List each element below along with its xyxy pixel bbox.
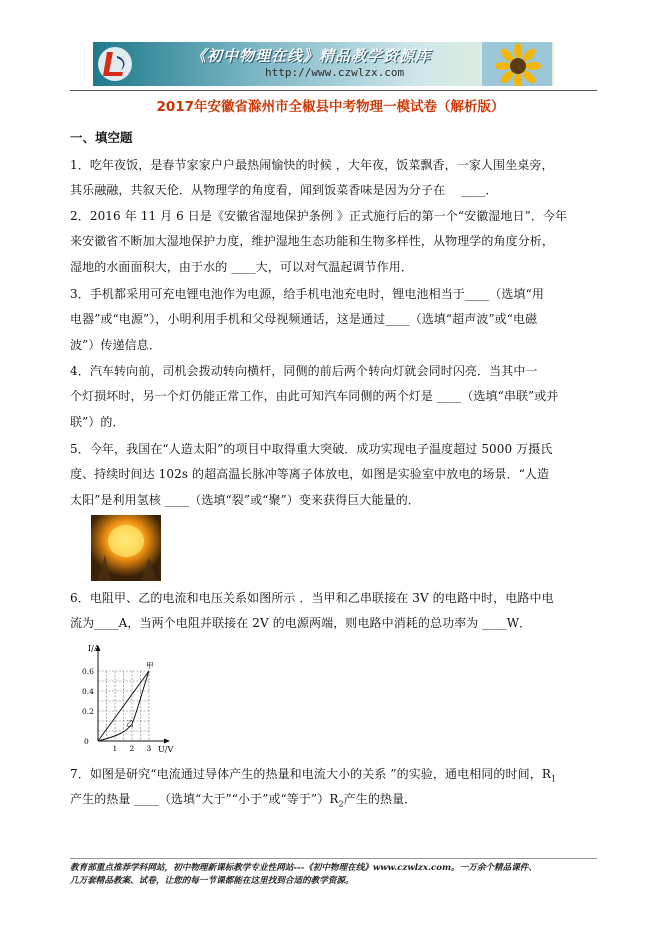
question-line: 个灯损坏时，另一个灯仍能正常工作，由此可知汽车同侧的两个灯是 ____（选填“串联”或并 [70, 389, 559, 403]
question-line: 4．汽车转向前，司机会拨动转向横杆，同侧的前后两个转向灯就会同时闪亮．当其中一 [70, 364, 538, 378]
question-text: 产生的热量 ____（选填“大于”“小于”或“等于”）R [70, 792, 339, 806]
footer-divider [70, 858, 597, 859]
question-line: 联”）的． [70, 415, 125, 429]
y-tick-label: 0.4 [82, 687, 94, 696]
footer-line: 教育部重点推荐学科网站，初中物理新课标教学专业性网站---《初中物理在线》www.czwlzx.com。一万余个精品课件、 [70, 863, 537, 873]
sunflower-icon [482, 42, 552, 86]
y-tick-label: 0.2 [82, 707, 94, 716]
series-yi-label: 乙 [126, 719, 134, 728]
question-line: 度、持续时间达 102s 的超高温长脉冲等离子体放电，如图是实验室中放电的场景．“人造 [70, 467, 550, 481]
question-line: 湿地的水面面积大，由于水的 ____大，可以对气温起调节作用． [70, 260, 413, 274]
section-heading: 一、填空题 [70, 130, 133, 145]
question-line: 来安徽省不断加大湿地保护力度，维护湿地生态功能和生物多样性，从物理学的角度分析， [70, 234, 555, 248]
banner-url: http://www.czwlzx.com [265, 66, 405, 79]
header-divider [70, 90, 597, 91]
banner-title: 《初中物理在线》精品教学资源库 [191, 47, 432, 65]
document-title: 2017年安徽省滁州市全椒县中考物理一模试卷（解析版） [156, 99, 505, 115]
header-banner [93, 42, 554, 86]
origin-label: 0 [84, 737, 89, 746]
page-footer [70, 862, 537, 888]
y-axis-label: I/A [88, 644, 100, 653]
x-axis-label: U/V [158, 745, 174, 754]
x-tick-label: 1 [112, 744, 118, 753]
question-line: 电器”或“电源”），小明利用手机和父母视频通话，这是通过____（选填“超声波”或“电磁 [70, 312, 538, 326]
question-text: 产生的热量． [343, 792, 417, 806]
question-line: 其乐融融，共叙天伦．从物理学的角度看，闻到饭菜香味是因为分子在 ____． [70, 183, 498, 197]
site-logo-icon [97, 46, 133, 82]
question-line [70, 790, 416, 808]
question-line: 5．今年，我国在“人造太阳”的项目中取得重大突破．成功实现电子温度超过 5000 万摄氏 [70, 442, 553, 456]
series-jia-label: 甲 [146, 661, 154, 670]
footer-line: 几万套精品教案、试卷，让您的每一节课都能在这里找到合适的教学资源。 [70, 876, 354, 886]
question-line: 1．吃年夜饭，是春节家家户户最热闹愉快的时候 ，大年夜，饭菜飘香，一家人围坐桌旁， [70, 158, 554, 172]
question-line: 太阳”是利用氢核 ____（选填“裂”或“聚”）变来获得巨大能量的． [70, 493, 420, 507]
question-text: 7．如图是研究“电流通过导体产生的热量和电流大小的关系 ”的实验，通电相同的时间，R [70, 767, 551, 781]
question-line: 波”）传递信息． [70, 338, 161, 352]
question-line: 2．2016 年 11 月 6 日是《安徽省湿地保护条例 》正式施行后的第一个“安徽湿地日”．今年 [70, 209, 568, 223]
question-line: 3．手机都采用可充电锂电池作为电源，给手机电池充电时，锂电池相当于____（选填“用 [70, 287, 544, 301]
x-tick-label: 3 [146, 744, 152, 753]
question-line: 流为____A，当两个电阻并联接在 2V 的电源两端，则电路中消耗的总功率为 ____W． [70, 616, 532, 630]
plasma-discharge-photo [91, 515, 161, 581]
x-axis-arrow-icon [164, 739, 170, 744]
subscript: 2 [338, 799, 344, 809]
y-tick-label: 0.6 [82, 667, 94, 676]
question-line: 6．电阻甲、乙的电流和电压关系如图所示 ．当甲和乙串联接在 3V 的电路中时，电路中电 [70, 591, 554, 605]
subscript: 1 [550, 774, 557, 784]
x-tick-label: 2 [129, 744, 135, 753]
current-voltage-graph [70, 640, 180, 755]
question-line [70, 765, 556, 783]
